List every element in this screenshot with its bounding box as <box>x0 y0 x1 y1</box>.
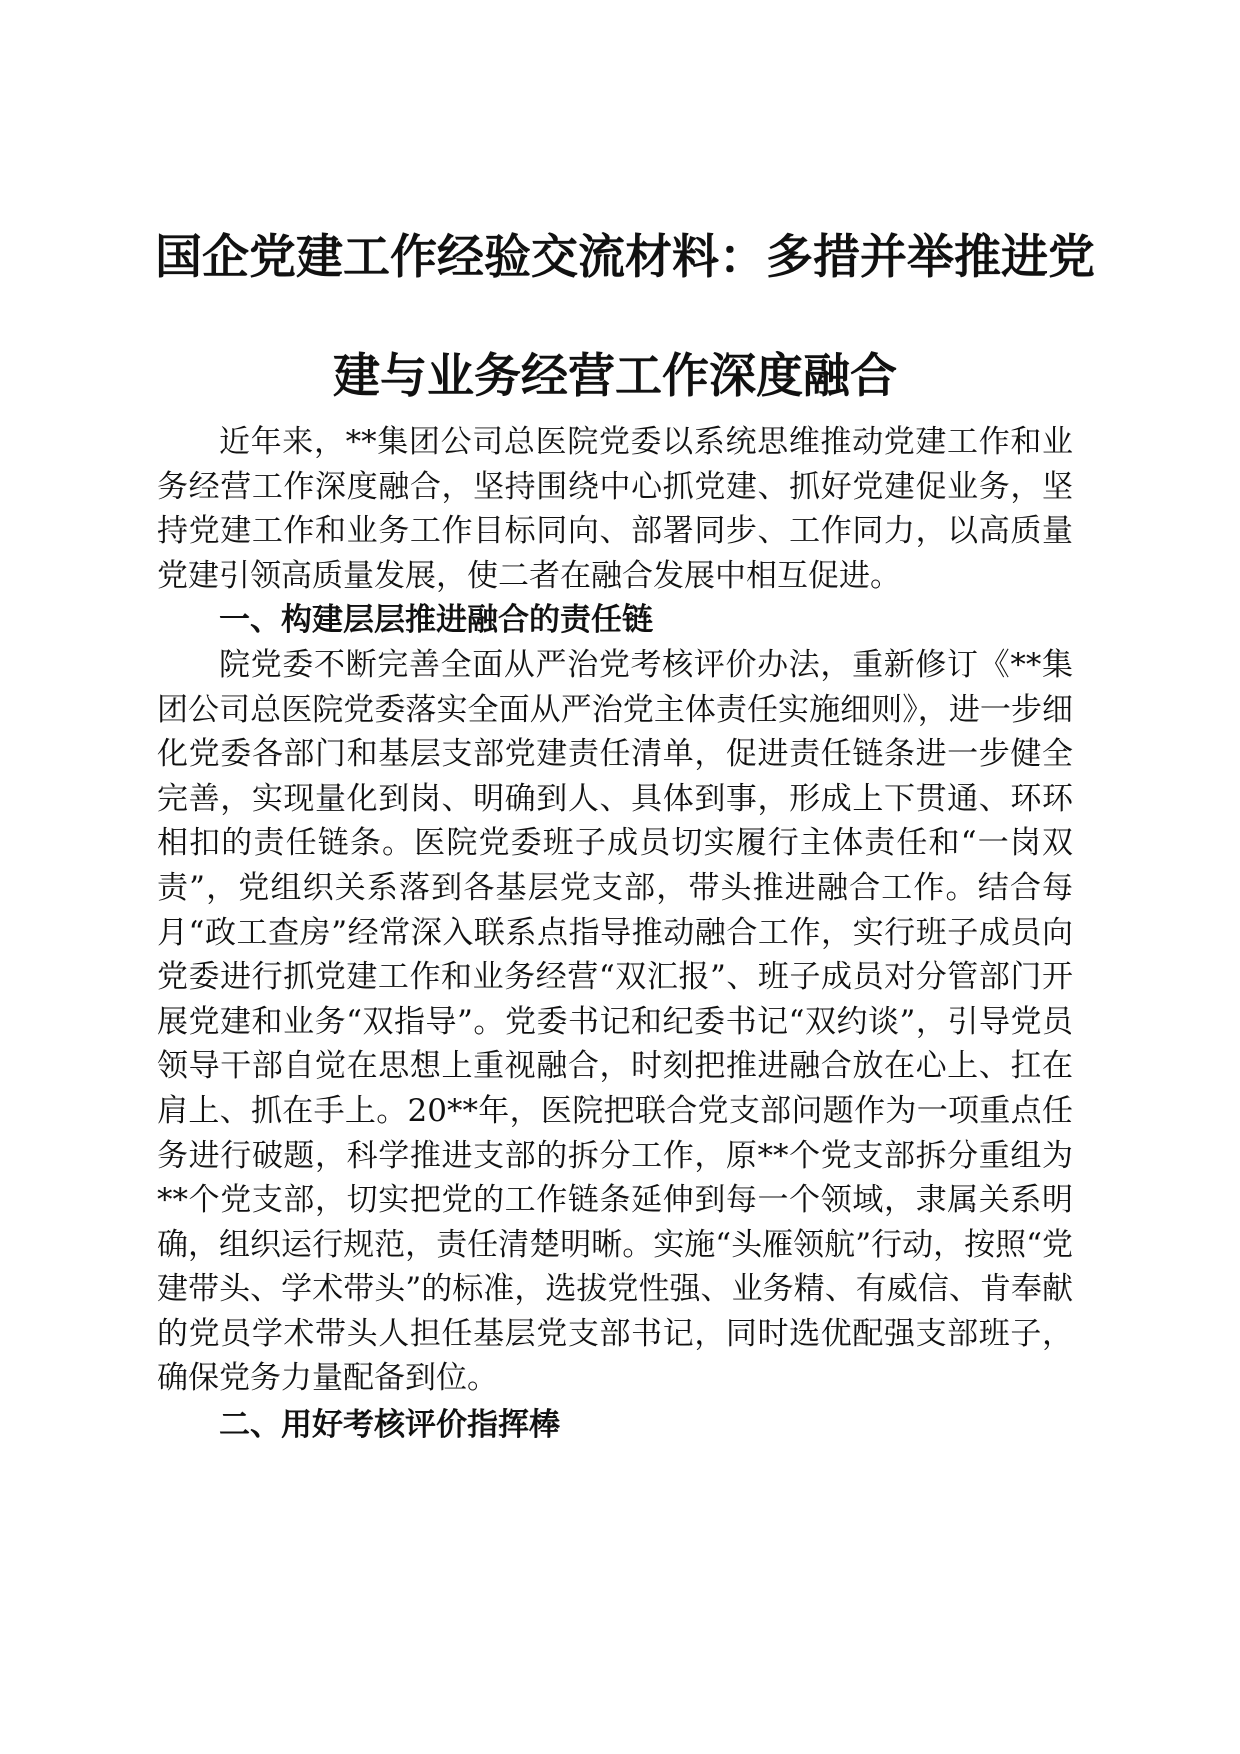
section-1-paragraph: 院党委不断完善全面从严治党考核评价办法，重新修订《**集团公司总医院党委落实全面从严治党主体责任实施细则》，进一步细化党委各部门和基层支部党建责任清单，促进责任链条进一步健全完善，实现量化到岗、明确到人、具体到事，形成上下贯通、环环相扣的责任链条。医院党委班子成员切实履行主体责任和“一岗双责”，党组织关系落到各基层党支部，带头推进融合工作。结合每月“政工查房”经常深入联系点指导推动融合工作，实行班子成员向党委进行抓党建工作和业务经营“双汇报”、班子成员对分管部门开展党建和业务“双指导”。党委书记和纪委书记“双约谈”，引导党员领导干部自觉在思想上重视融合，时刻把推进融合放在心上、扛在肩上、抓在手上。20**年，医院把联合党支部问题作为一项重点任务进行破题，科学推进支部的拆分工作，原**个党支部拆分重组为**个党支部，切实把党的工作链条延伸到每一个领域，隶属关系明确，组织运行规范，责任清楚明晰。实施“头雁领航”行动，按照“党建带头、学术带头”的标准，选拔党性强、业务精、有威信、肯奉献的党员学术带头人担任基层党支部书记，同时选优配强支部班子，确保党务力量配备到位。 <box>157 646 1073 1397</box>
document-title-line-2: 建与业务经营工作深度融合 <box>333 349 897 404</box>
document-title-line-1: 国企党建工作经验交流材料：多措并举推进党 <box>155 230 1095 285</box>
section-2-heading: 二、用好考核评价指挥棒 <box>219 1407 560 1444</box>
intro-paragraph: 近年来，**集团公司总医院党委以系统思维推动党建工作和业务经营工作深度融合，坚持围绕中心抓党建、抓好党建促业务，坚持党建工作和业务工作目标同向、部署同步、工作同力，以高质量党建引领高质量发展，使二者在融合发展中相互促进。 <box>157 424 1073 594</box>
section-1-heading: 一、构建层层推进融合的责任链 <box>219 602 653 639</box>
document-body <box>157 420 1073 1448</box>
